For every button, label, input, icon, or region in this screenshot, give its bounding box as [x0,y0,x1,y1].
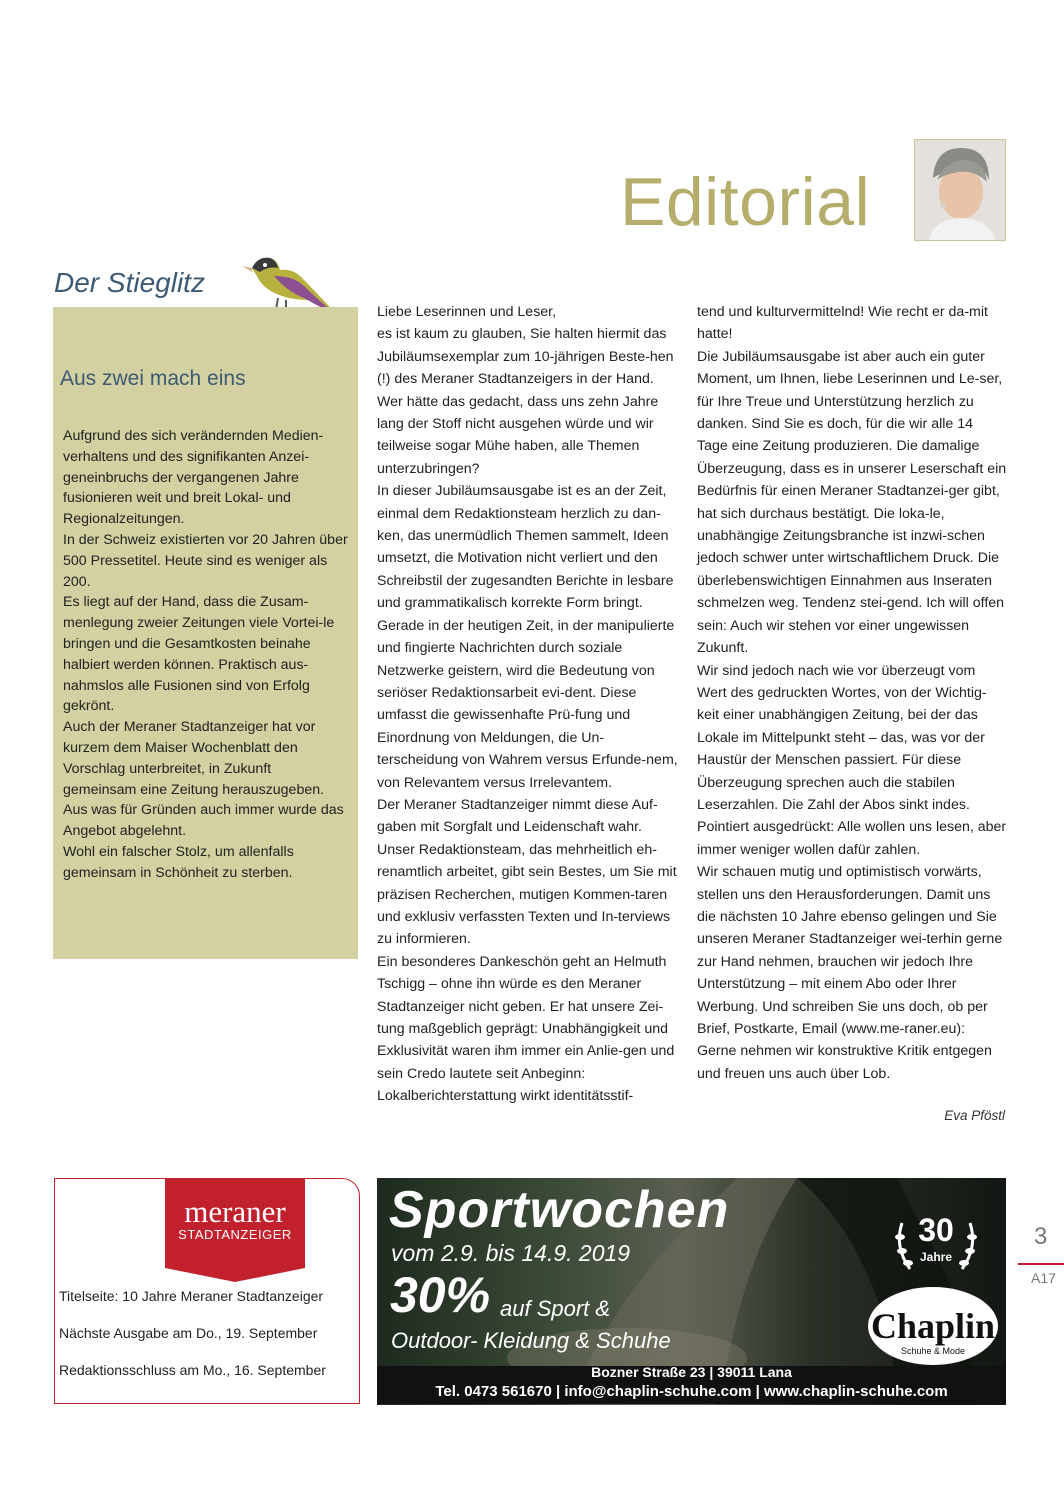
sidebar-text [63,426,348,884]
article-paragraph: tend und kulturvermittelnd! Wie recht er da-mit hatte! [697,304,988,343]
ad-dates: vom 2.9. bis 14.9. 2019 [391,1240,631,1266]
sidebar-paragraph: Aufgrund des sich verändernden Medien-verhaltens und des signifikanten Anzei-geneinbruchs der vergangenen Jahre fusionieren weit und breit Lokal- und Regionalzeitungen. [63,428,324,528]
ad-text-line: auf Sport & [500,1296,611,1321]
sidebar-heading: Aus zwei mach eins [60,367,246,390]
article-paragraph: Der Meraner Stadtanzeiger nimmt diese Auf-gaben mit Sorgfalt und Leidenschaft wahr. Unser Redaktionsteam, das mehrheitlich eh-renamtlich arbeitet, gibt sein Bestes, um Sie mit präzisen Recherchen, mutigen Kommen-taren und exklusiv verfassten Texten und In-terviews zu informieren. [377,796,677,948]
ad-headline: Sportwochen [389,1181,730,1239]
author-signature: Eva Pföstl [944,1108,1005,1123]
page-title: Editorial [620,164,871,240]
article-paragraph: es ist kaum zu glauben, Sie halten hiermit das Jubiläumsexemplar zum 10-jährigen Beste-hen (!) des Meraner Stadtanzeigers in der Hand. Wer hätte das gedacht, dass uns zehn Jahre lang der Stoff nicht ausgehen würde und wir teilweise sogar Mühe haben, alle Themen unterzubringen? [377,326,674,477]
page-number: 3 [1034,1223,1048,1250]
sidebar-paragraph: Wohl ein falscher Stolz, um allenfalls gemeinsam in Schönheit zu sterben. [63,843,294,881]
ad-contact: Tel. 0473 561670 | info@chaplin-schuhe.com | www.chaplin-schuhe.com [435,1383,948,1400]
ad-badge-number: 30 [918,1212,954,1248]
article-paragraph: Wir sind jedoch nach wie vor überzeugt vom Wert des gedruckten Wortes, von der Wichtig-keit einer unabhängigen Zeitung, bei der das Lokale im Mittelpunkt steht – das, was vor der Haustür der Menschen passiert. Für diese Überzeugung sprechen auch die stabilen Leserzahlen. Die Zahl der Abos sinkt indes. Pointiert ausgedrückt: Alle wollen uns lesen, aber immer weniger wollen dafür zahlen. [697,662,1007,858]
author-photo [914,139,1006,241]
ad-discount: 30% [390,1267,491,1323]
logo-text-main: meraner [184,1194,286,1229]
article-paragraph: In dieser Jubiläumsausgabe ist es an der Zeit, einmal dem Redaktionsteam herzlich zu dan-ken, das unermüdlich Themen sammelt, Ideen umsetzt, die Motivation nicht verliert und den Schreibstil der zugesandten Berichte in lesbare und grammatikalisch korrekte Form bringt. Gerade in der heutigen Zeit, in der manipulierte und fingierte Nachrichten durch soziale Netzwerke geistern, wird die Bedeutung von seriöser Redaktionsarbeit evi-dent. Diese umfasst die gewissenhafte Prü-fung und Einordnung von Meldungen, die Un-terscheidung von Wahrem versus Erfunde-nem, von Relevantem versus Irrelevantem. [377,483,678,791]
ad-badge-label: Jahre [919,1250,953,1264]
sidebar-paragraph: In der Schweiz existierten vor 20 Jahren über 500 Pressetitel. Heute sind es weniger als 200. [63,531,348,590]
chaplin-logo-subtext: Schuhe & Mode [900,1346,966,1356]
ad-address: Bozner Straße 23 | 39011 Lana [591,1364,792,1380]
article-paragraph: Wir schauen mutig und optimistisch vorwärts, stellen uns den Herausforderungen. Damit uns die nächsten 10 Jahre ebenso gelingen und Sie unseren Meraner Stadtanzeiger wei-terhin gerne zur Hand nehmen, brauchen wir jedoch Ihre Unterstützung – mit einem Abo oder Ihrer Werbung. Und schreiben Sie uns doch, ob per Brief, Postkarte, Email (www.me-raner.eu): Gerne nehmen wir konstruktive Kritik entgegen und freuen uns auch über Lob. [697,864,1003,1082]
logo-text-sub: STADTANZEIGER [178,1227,292,1242]
chaplin-logo-text: Chaplin [870,1306,996,1346]
article-paragraph: Die Jubiläumsausgabe ist aber auch ein guter Moment, um Ihnen, liebe Leserinnen und Le-ser, für Ihre Treue und Unterstützung herzlich zu danken. Sind Sie es doch, für die wir alle 14 Tage eine Zeitung produzieren. Die damalige Überzeugung, dass es in unserer Leserschaft ein Bedürfnis für einen Meraner Stadtanzei-ger gibt, hat sich durchaus bestätigt. Die loka-le, unabhängige Zeitungsbranche ist inzwi-schen jedoch schwer unter wirtschaftlichem Druck. Die überlebenswichtigen Einnahmen aus Inseraten schmelzen weg. Tendenz stei-gend. Ich will offen sein: Auch wir stehen vor einer ungewissen Zukunft. [697,348,1007,657]
ad-text-line: Outdoor- Kleidung & Schuhe [391,1328,671,1353]
info-line: Titelseite: 10 Jahre Meraner Stadtanzeiger [59,1288,324,1304]
info-line: Redaktionsschluss am Mo., 16. September [59,1362,326,1378]
page-code: A17 [1031,1270,1056,1286]
sidebar-paragraph: Aus was für Gründen auch immer wurde das Angebot abgelehnt. [63,802,344,840]
article-paragraph: Liebe Leserinnen und Leser, [377,304,557,320]
page-divider [1018,1263,1064,1265]
article-column-1 [377,301,683,1108]
article-paragraph: Ein besonderes Dankeschön geht an Helmuth Tschigg – ohne ihn würde es den Meraner Stadtanzeiger nicht geben. Er hat unsere Zei-tung maßgeblich geprägt: Unabhängigkeit und Exklusivität waren ihm immer ein Anlie-gen und sein Credo lautete seit Anbeginn: Lokalberichterstattung wirkt identitätsstif- [377,953,675,1105]
sidebar-paragraph: Auch der Meraner Stadtanzeiger hat vor kurzem dem Maiser Wochenblatt den Vorschlag unterbreitet, in Zukunft gemeinsam eine Zeitung herauszugeben. [63,719,325,798]
info-line: Nächste Ausgabe am Do., 19. September [59,1325,318,1341]
article-column-2 [697,301,1007,1085]
column-heading: Der Stieglitz [54,267,205,298]
sidebar-paragraph: Es liegt auf der Hand, dass die Zusam-menlegung zweier Zeitungen viele Vortei-le bringen und die Gesamtkosten beinahe halbiert werden können. Praktisch aus-nahmslos alle Fusionen sind von Erfolg gekrönt. [63,594,335,715]
